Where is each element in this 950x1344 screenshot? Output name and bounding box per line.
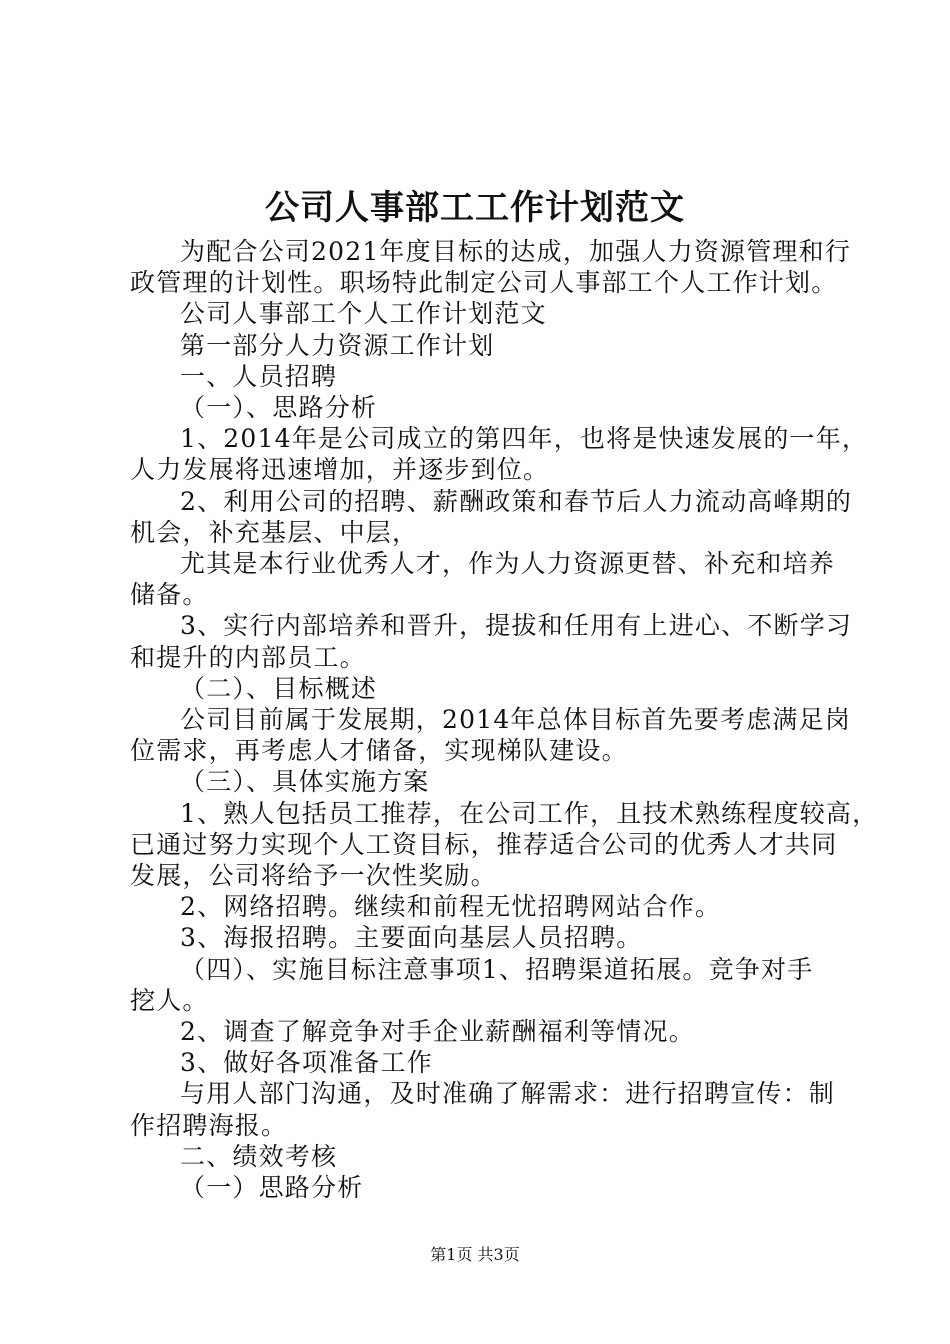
- body-line: 3、海报招聘。主要面向基层人员招聘。: [180, 923, 643, 953]
- body-line: 挖人。: [130, 985, 209, 1015]
- body-line: 储备。: [130, 580, 209, 610]
- body-line: 位需求，再考虑人才储备，实现梯队建设。: [130, 736, 628, 766]
- body-line: 已通过努力实现个人工资目标，推荐适合公司的优秀人才共同: [130, 829, 838, 859]
- body-line: 1、熟人包括员工推荐，在公司工作，且技术熟练程度较高，: [180, 798, 879, 828]
- body-line: 作招聘海报。: [130, 1110, 288, 1140]
- body-line: （一）思路分析: [180, 1173, 364, 1203]
- body-line: 公司目前属于发展期，2014年总体目标首先要考虑满足岗: [180, 705, 852, 735]
- body-line: 与用人部门沟通，及时准确了解需求：进行招聘宣传：制: [180, 1079, 836, 1109]
- body-line: 2、调查了解竞争对手企业薪酬福利等情况。: [180, 1017, 695, 1047]
- body-line: 政管理的计划性。职场特此制定公司人事部工个人工作计划。: [130, 268, 838, 298]
- body-line: 一、人员招聘: [180, 361, 338, 391]
- body-line: 尤其是本行业优秀人才，作为人力资源更替、补充和培养: [180, 549, 836, 579]
- body-line: 机会，补充基层、中层，: [130, 517, 419, 547]
- body-line: 3、实行内部培养和晋升，提拔和任用有上进心、不断学习: [180, 611, 853, 641]
- body-line: （四）、实施目标注意事项1、招聘渠道拓展。竞争对手: [180, 954, 814, 984]
- body-line: 和提升的内部员工。: [130, 642, 366, 672]
- document-body: [130, 236, 879, 1203]
- body-line: 2、利用公司的招聘、薪酬政策和春节后人力流动高峰期的: [180, 486, 853, 516]
- body-line: 公司人事部工个人工作计划范文: [180, 299, 547, 329]
- body-line: 二、绩效考核: [180, 1141, 338, 1171]
- body-line: 1、2014年是公司成立的第四年，也将是快速发展的一年，: [180, 424, 869, 454]
- body-line: 3、做好各项准备工作: [180, 1048, 433, 1078]
- body-line: 2、网络招聘。继续和前程无忧招聘网站合作。: [180, 892, 722, 922]
- body-line: 发展，公司将给予一次性奖励。: [130, 861, 497, 891]
- body-line: 第一部分人力资源工作计划: [180, 330, 495, 360]
- body-line: 人力发展将迅速增加，并逐步到位。: [130, 455, 550, 485]
- body-line: （三）、具体实施方案: [180, 767, 430, 797]
- body-line: （二）、目标概述: [180, 673, 378, 703]
- document-title: 公司人事部工工作计划范文: [265, 188, 685, 228]
- body-line: 为配合公司2021年度目标的达成，加强人力资源管理和行: [180, 237, 852, 266]
- page-footer: 第1页 共3页: [430, 1245, 520, 1264]
- body-line: （一）、思路分析: [180, 393, 378, 423]
